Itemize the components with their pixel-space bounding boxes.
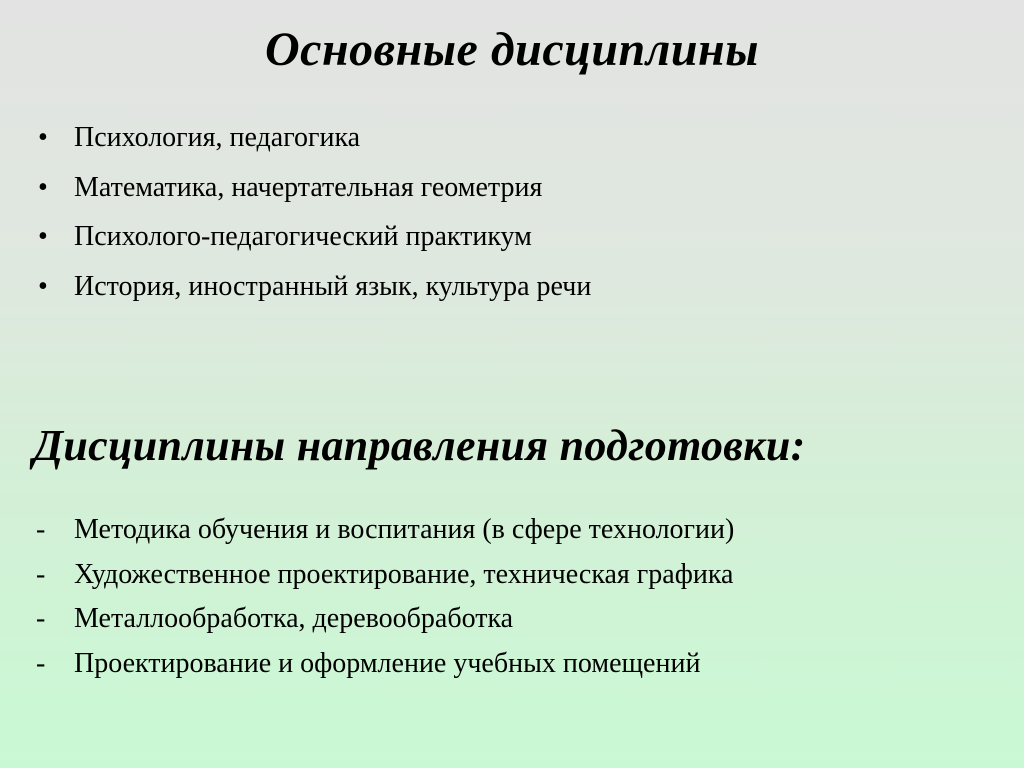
bullet-marker: • (38, 171, 48, 203)
list-item-text: История, иностранный язык, культура речи (74, 270, 592, 302)
list-item-text: Проектирование и оформление учебных помещений (74, 647, 701, 679)
list-item (38, 221, 591, 253)
list-item-text: Металлообработка, деревообработка (74, 603, 514, 634)
list-item (38, 271, 591, 303)
bullet-marker: • (38, 122, 48, 153)
list-item (38, 122, 591, 154)
list-item (36, 648, 734, 680)
list-item (38, 172, 591, 204)
direction-disciplines-list (36, 514, 734, 692)
list-item-text: Методика обучения и воспитания (в сфере технологии) (74, 514, 735, 545)
section-subtitle: Дисциплины направления подготовки: (33, 421, 806, 470)
list-item (36, 514, 734, 546)
dash-marker: - (36, 603, 46, 634)
list-item-text: Художественное проектирование, техническая графика (74, 558, 734, 590)
list-item-text: Математика, начертательная геометрия (74, 171, 543, 203)
main-disciplines-list (38, 122, 591, 320)
dash-marker: - (36, 647, 46, 679)
bullet-marker: • (38, 270, 48, 302)
list-item (36, 559, 734, 591)
dash-marker: - (36, 514, 46, 545)
slide-title: Основные дисциплины (265, 23, 759, 76)
dash-marker: - (36, 558, 46, 590)
bullet-marker: • (38, 221, 48, 252)
list-item-text: Психолого-педагогический практикум (74, 221, 532, 252)
list-item (36, 603, 734, 635)
list-item-text: Психология, педагогика (74, 122, 361, 153)
